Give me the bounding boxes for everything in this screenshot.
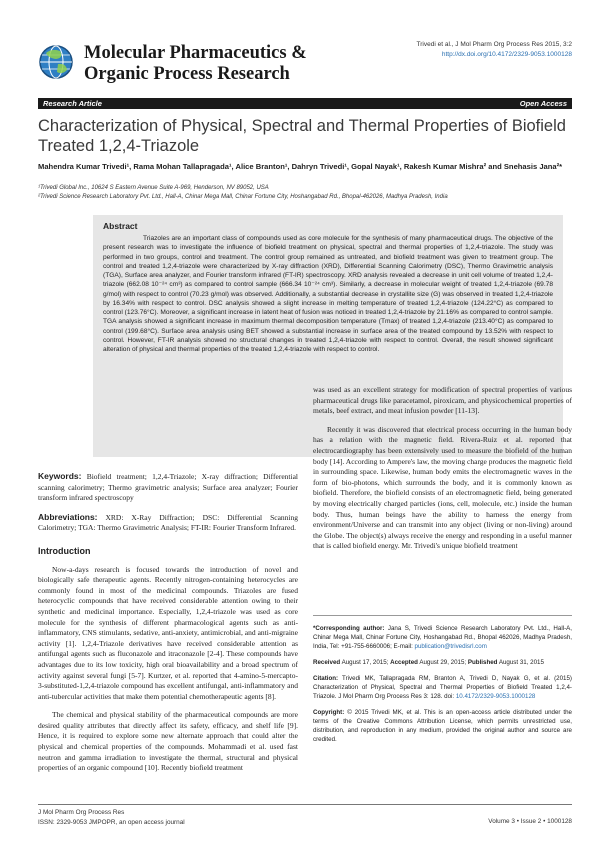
abstract-heading: Abstract bbox=[103, 221, 138, 231]
copyright-label: Copyright: bbox=[313, 709, 345, 716]
citation-header bbox=[417, 40, 572, 60]
corr-email-link[interactable]: publication@trivedisrl.com bbox=[414, 643, 487, 650]
abstract-text: Triazoles are an important class of compounds used as core molecule for the synthesis of many pharmaceutical drugs. The objective of the present research was to investigate the influence of biofield treatment on physical, spectral and thermal properties of 1,2,4-triazole. The study was performed in two groups, control and treatment. The control group remained as untreated, and biofield treatment was given to treatment group. The control and treated 1,2,4-triazole were characterized by X-ray diffraction (XRD), Differential Scanning Calorimetry (DSC), Thermo Gravimetric analysis (TGA), Surface area analyzer, and Fourier transform infrared (FT-IR) spectroscopy. XRD analysis revealed a decrease in unit cell volume of treated 1,2,4-triazole (662.08 10⁻²⁴ cm³) as compared to control sample (666.34 10⁻²⁴ cm³). Similarly, a decrease in molecular weight of treated 1,2,4-triazole (69.78 g/mol) with respect to control (70.23 g/mol) was observed. Additionally, a substantial decrease in crystallite size (G) was observed in treated 1,2,4-triazole by 16.34% with respect to control. DSC analysis showed a slight increase in melting temperature of treated 1,2,4-triazole (124.22°C) as compared to control (123.76°C). Moreover, a significant increase in latent heat of fusion was noticed in treated 1,2,4-triazole by 21.16% as compared to control sample. TGA analysis showed a significant increase in maximum thermal decomposition temperature (Tmax) of treated 1,2,4-triazole (213.40°C) as compared to control (199.68°C). Surface area analysis using BET showed a substantial increase in surface area of the treated compound by 13.52% with respect to control. However, FT-IR analysis showed no structural changes in treated 1,2,4-triazole with respect to control. Overall, the result showed significant alteration of physical and thermal properties of the treated 1,2,4-triazole with respect to control. bbox=[103, 235, 553, 353]
journal-title-line2: Organic Process Research bbox=[84, 64, 290, 84]
right-paragraph-2: Recently it was discovered that electrical process occurring in the human body has a relation with the magnetic field. Rivera-Ruiz et al. reported that electrocardiography has been extensively used to measure the biofield of the human body [14]. According to Ampere's law, the moving charge produces the magnetic field in surrounding space. Likewise, human body emits the electromagnetic waves in the form of bio-photons, which surrounds the body, and it is commonly known as biofield. Therefore, the biofield consists of an electromagnetic field, being generated by moving electrically charged particles (ions, cell, molecule, etc.) inside the human body. Thus, human beings have the ability to harness the energy from environment/Universe and can transmit into any object (living or non-living) around the Globe. The object(s) always receive the energy and responding in a useful manner that is called biofield energy. Mr. Trivedi's unique biofield treatment bbox=[313, 424, 572, 551]
introduction-heading: Introduction bbox=[38, 545, 91, 556]
citation-doi-link[interactable]: 10.4172/2329-9053.1000128 bbox=[455, 693, 536, 700]
correspondence-box bbox=[313, 615, 572, 751]
article-type-label: Research Article bbox=[43, 99, 102, 108]
affiliation-2: ²Trivedi Science Research Laboratory Pvt. Ltd., Hall-A, Chinar Mega Mall, Chinar Fortune City, Hoshangabad Rd., Bhopal-462026, Madhya Pradesh, India bbox=[38, 194, 448, 200]
abbreviations-label: Abbreviations: bbox=[38, 511, 98, 522]
received-date: August 17, 2015; bbox=[341, 659, 389, 666]
citation-block bbox=[313, 674, 572, 701]
globe-logo-icon bbox=[38, 44, 74, 80]
journal-title bbox=[84, 43, 307, 85]
corresponding-author bbox=[313, 624, 572, 651]
citation-label: Citation: bbox=[313, 675, 339, 682]
footer-left bbox=[38, 808, 185, 828]
corr-text: Jana S, Trivedi Science Research Laboratory Pvt. Ltd., Hall-A, Chinar Mega Mall, Chinar Fortune City, Hoshangabad Rd., Bhopal 462026, Madhya Pradesh, India, Tel: +91-755-6660006; E-mail: bbox=[313, 625, 572, 650]
citation-text: Trivedi MK, Tallapragada RM, Branton A, Trivedi D, Nayak G, et al. (2015) Characterization of Physical, Spectral and Thermal Properties of Biofield Treated 1,2,4-Triazole. J Mol Pharm Org Process Res 3: 128. doi: bbox=[313, 675, 572, 700]
dates-line bbox=[313, 658, 572, 667]
right-column bbox=[313, 385, 572, 560]
accepted-label: Accepted bbox=[390, 659, 418, 666]
keywords-label: Keywords: bbox=[38, 471, 82, 481]
right-paragraph-1: was used as an excellent strategy for modification of spectral properties of various pharmaceutical drugs like paracetamol, piroxicam, and physicochemical properties of metals, beef extract, and meat infusion powder [11-13]. bbox=[313, 385, 572, 416]
footer-journal: J Mol Pharm Org Process Res bbox=[38, 809, 125, 816]
footer-issn: ISSN: 2329-9053 JMPOPR, an open access journal bbox=[38, 819, 185, 826]
left-column bbox=[38, 471, 298, 782]
article-type-bar bbox=[38, 98, 572, 109]
open-access-label: Open Access bbox=[519, 99, 567, 108]
author-list: Mahendra Kumar Trivedi¹, Rama Mohan Tallapragada¹, Alice Branton¹, Dahryn Trivedi¹, Gopal Nayak¹, Rakesh Kumar Mishra² and Snehasis Jana²* bbox=[38, 162, 563, 171]
abbreviations-block bbox=[38, 512, 298, 534]
affiliation-1: ¹Trivedi Global Inc., 10624 S Eastern Avenue Suite A-969, Henderson, NV 89052, USA bbox=[38, 185, 269, 191]
keywords-text: Biofield treatment; 1,2,4-Triazole; X-ray diffraction; Differential scanning calorimetry; Thermo gravimetric analysis; Surface area analyzer; Fourier transform infrared spectroscopy bbox=[38, 472, 298, 503]
article-title: Characterization of Physical, Spectral and Thermal Properties of Biofield Treated 1,2,4-Triazole bbox=[38, 117, 566, 155]
copyright-text: © 2015 Trivedi MK, et al. This is an open-access article distributed under the terms of the Creative Commons Attribution License, which permits unrestricted use, distribution, and reproduction in any medium, provided the original author and source are credited. bbox=[313, 709, 572, 743]
published-date: August 31, 2015 bbox=[498, 659, 544, 666]
intro-paragraph-1: Now-a-days research is focused towards the introduction of novel and biologically safe therapeutic agents. Recently nitrogen-containing heterocycles are commonly found in most of the medicinal compounds. Triazoles are fused heterocyclic compounds that have received considerable attention owing to their synthetic and medicinal importance. Especially, 1,2,4-triazole was used as core molecule for the synthesis of different pharmacological agents such as anti-inflammatory, CNS stimulants, sedative, anti-anxiety, antimicrobial, and anti-migraine activity [1]. 1,2,4-Triazole derivatives have received considerable attention as antifungal agents such as fluconazole and itraconazole [2-4]. These compounds have advantages due to its low toxicity, high oral bioavailability and a broad spectrum of activity against several fungi [5-7]. Kurtzer, et al. reported that 4-amino-5-mercapto-3-substituted-1,2,4-triazole compound has excellent antifungal, anti-inflammatory and anti-tubercular activities that make them potential chemotherapeutic agents [8]. bbox=[38, 564, 298, 701]
intro-paragraph-2: The chemical and physical stability of the pharmaceutical compounds are more desired quality attributes that directly affect its safety, efficacy, and shelf life [9]. Hence, it is required to explore some new alternate approach that could alter the physical and chemical properties of the compounds. Mohammadi et al. used fast neutron and gamma irradiation to investigate the thermal, structural and physical properties of an organic compound [10]. Recently biofield treatment bbox=[38, 710, 298, 773]
footer-volume: Volume 3 • Issue 2 • 1000128 bbox=[488, 818, 572, 825]
citation-short: Trivedi et al., J Mol Pharm Org Process Res 2015, 3:2 bbox=[416, 41, 572, 48]
journal-header bbox=[38, 40, 572, 102]
footer-divider bbox=[38, 804, 572, 805]
journal-title-line1: Molecular Pharmaceutics & bbox=[84, 43, 307, 63]
affiliations bbox=[38, 184, 572, 202]
accepted-date: August 29, 2015; bbox=[419, 659, 467, 666]
received-label: Received bbox=[313, 659, 341, 666]
published-label: Published bbox=[467, 659, 498, 666]
keywords-block bbox=[38, 471, 298, 504]
copyright-block bbox=[313, 708, 572, 744]
doi-link[interactable]: http://dx.doi.org/10.4172/2329-9053.1000128 bbox=[441, 51, 572, 58]
abbreviations-text: XRD: X-Ray Diffraction; DSC: Differential Scanning Calorimetry; TGA: Thermo Gravimetric Analysis; FT-IR: Fourier Transform Infrared. bbox=[38, 512, 298, 533]
corr-label: *Corresponding author: bbox=[313, 625, 385, 632]
